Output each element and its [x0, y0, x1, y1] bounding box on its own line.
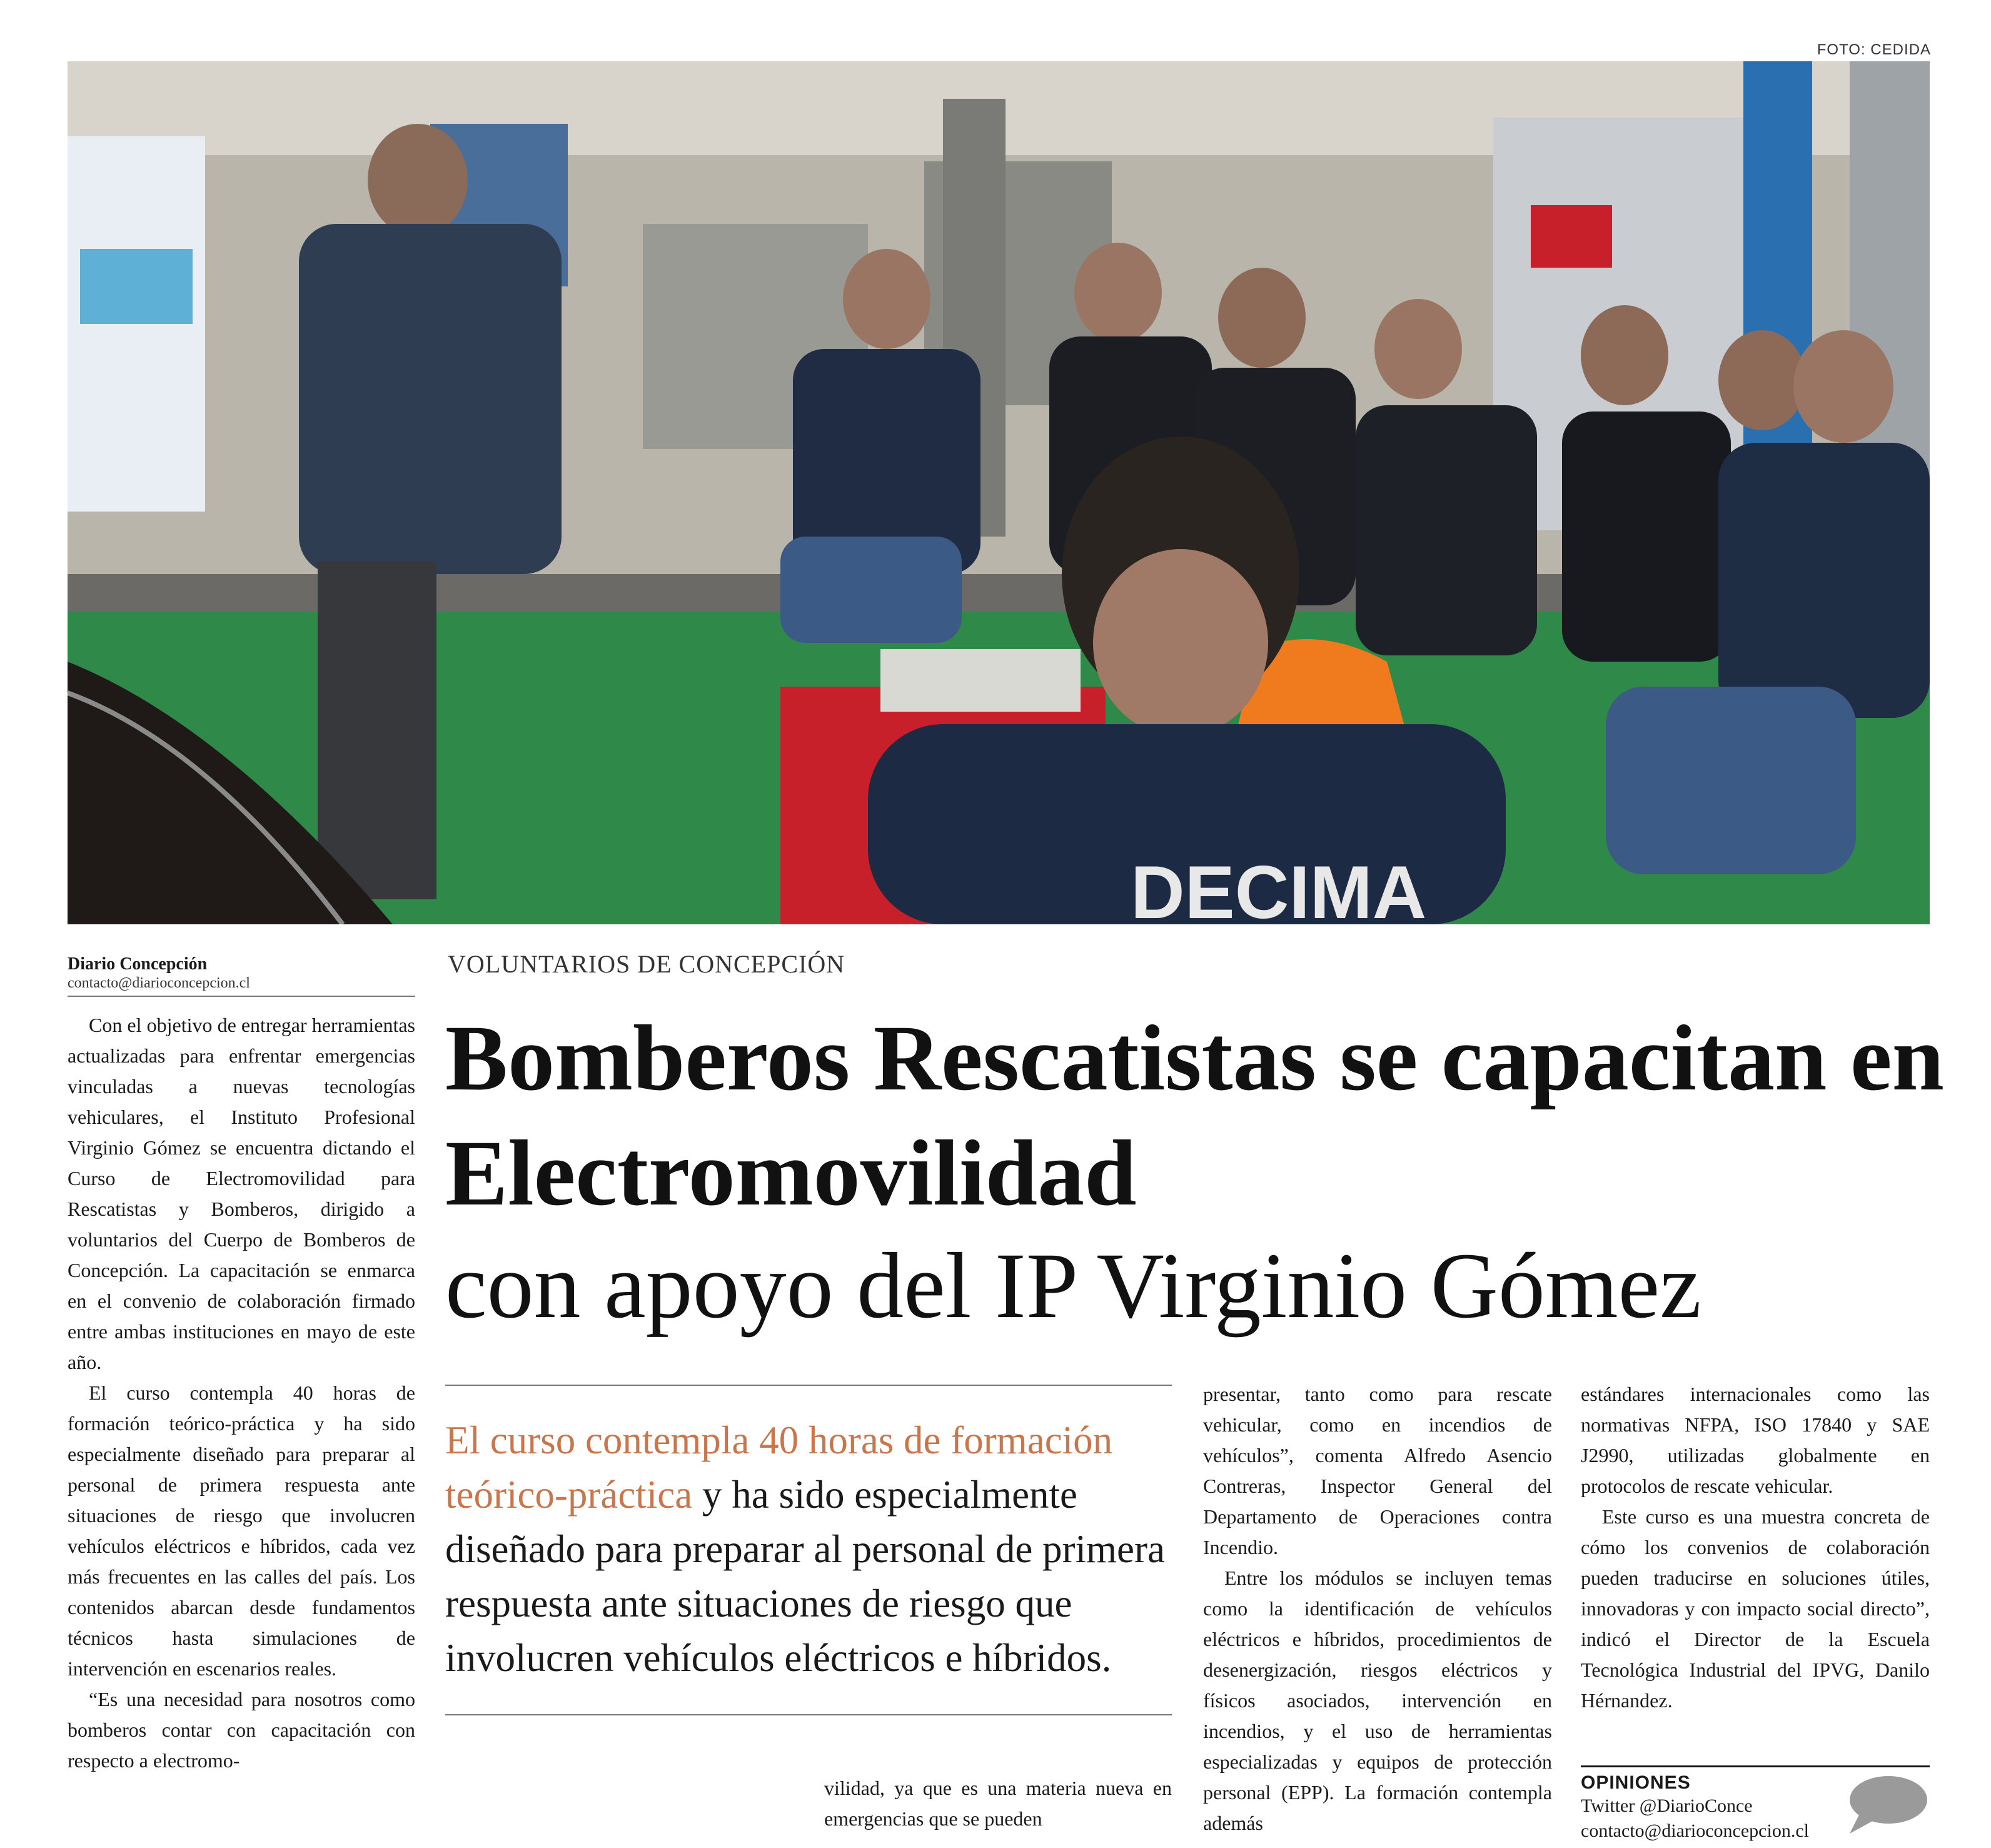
pull-quote-accent: El curso contempla 40 horas de formación teórico-práctica	[445, 1418, 1113, 1517]
paragraph: Este curso es una muestra concreta de cómo los convenios de colaboración pueden traducirse en soluciones útiles, innovadoras y con impacto social directo”, indicó el Director de la Escuela Tecnológica Industrial del IPVG, Danilo Hérnandez.	[1581, 1505, 1930, 1712]
paragraph: estándares internacionales como las normativas NFPA, ISO 17840 y SAE J2990, utilizadas globalmente en protocolos de rescate vehicular.	[1581, 1383, 1930, 1497]
training-session-photo	[68, 61, 1930, 924]
paragraph: presentar, tanto como para rescate vehicular, como en incendios de vehículos”, comenta Alfredo Asencio Contreras, Inspector General del Departamento de Operaciones contra Incendio.	[1203, 1383, 1552, 1558]
jacket-lettering: DECIMA	[1131, 851, 1427, 924]
opiniones-twitter[interactable]: Twitter @DiarioConce	[1581, 1795, 1753, 1816]
body-column-1	[68, 1010, 415, 1776]
paragraph: Con el objetivo de entregar herramientas actualizadas para enfrentar emergencias vinculadas a nuevas tecnologías vehiculares, el Instituto Profesional Virginio Gómez se encuentra dictando el Curso de Electromovilidad para Rescatistas y Bomberos, dirigido a voluntarios del Cuerpo de Bomberos de Concepción. La capacitación se enmarca en el convenio de colaboración firmado entre ambas instituciones en mayo de este año.	[68, 1014, 415, 1373]
paragraph: “Es una necesidad para nosotros como bomberos contar con capacitación con respecto a electromo-	[68, 1688, 415, 1772]
pull-quote-rest: y ha sido especialmente diseñado para preparar al personal de primera respuesta ante situaciones de riesgo que involucren vehículos eléctricos e híbridos.	[445, 1473, 1165, 1680]
opiniones-label: OPINIONES	[1581, 1772, 1691, 1793]
paragraph: Entre los módulos se incluyen temas como la identificación de vehículos eléctricos e híbridos, procedimientos de desenergización, riesgos eléctricos y físicos asociados, intervención en incendios, y el uso de herramientas especializadas y equipos de protección personal (EPP). La formación contempla además	[1203, 1567, 1552, 1834]
speech-bubble-icon	[1845, 1774, 1928, 1836]
byline	[68, 954, 415, 997]
paragraph: vilidad, ya que es una materia nueva en emergencias que se pueden	[824, 1777, 1172, 1830]
pull-quote	[445, 1385, 1172, 1715]
body-column-4	[1581, 1379, 1930, 1716]
opiniones-box	[1581, 1765, 1930, 1844]
byline-org: Diario Concepción	[68, 954, 208, 974]
photo-credit: FOTO: CEDIDA	[1817, 41, 1931, 58]
article-photo	[68, 61, 1930, 924]
body-column-3	[1203, 1379, 1552, 1839]
subheadline: con apoyo del IP Virginio Gómez	[445, 1234, 1701, 1338]
byline-email[interactable]: contacto@diarioconcepcion.cl	[68, 975, 250, 991]
headline: Bomberos Rescatistas se capacitan en Electromovilidad	[445, 1006, 1944, 1225]
kicker: VOLUNTARIOS DE CONCEPCIÓN	[448, 950, 845, 978]
paragraph: El curso contempla 40 horas de formación teórico-práctica y ha sido especialmente diseñado para preparar al personal de primera respuesta ante situaciones de riesgo que involucren vehículos eléctricos e híbridos, cada vez más frecuentes en las calles del país. Los contenidos abarcan desde fundamentos técnicos hasta simulaciones de intervención en escenarios reales.	[68, 1381, 415, 1680]
body-column-2	[824, 1773, 1172, 1834]
opiniones-email[interactable]: contacto@diarioconcepcion.cl	[1581, 1820, 1809, 1841]
